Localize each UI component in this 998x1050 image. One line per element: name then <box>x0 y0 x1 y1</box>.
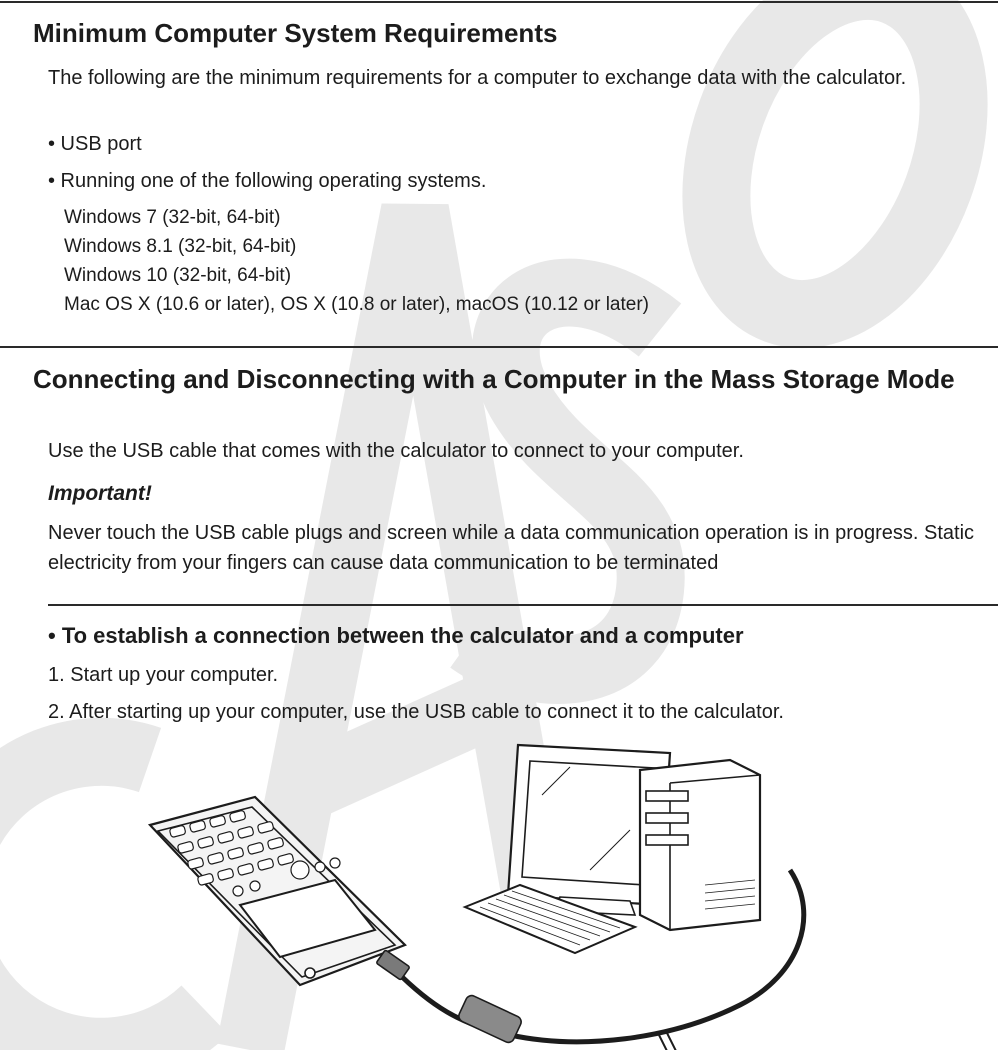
os-list <box>64 203 649 319</box>
important-text: Never touch the USB cable plugs and screen while a data communication operation is in progress. Static electricity from your fingers can cause data communication to be terminated <box>48 522 975 574</box>
section1-heading: Minimum Computer System Requirements <box>33 18 558 48</box>
procedure-title: • To establish a connection between the calculator and a computer <box>48 623 744 648</box>
os-item: Mac OS X (10.6 or later), OS X (10.8 or later), macOS (10.12 or later) <box>64 294 649 315</box>
computer-tower-icon <box>640 760 760 930</box>
calculator-icon <box>150 797 410 985</box>
procedure-step: 2. After starting up your computer, use the USB cable to connect it to the calculator. <box>48 701 784 723</box>
section2-intro: Use the USB cable that comes with the calculator to connect to your computer. <box>48 440 744 462</box>
section2-heading: Connecting and Disconnecting with a Computer in the Mass Storage Mode <box>33 364 955 394</box>
os-item: Windows 10 (32-bit, 64-bit) <box>64 265 292 286</box>
os-item: Windows 8.1 (32-bit, 64-bit) <box>64 236 297 257</box>
connection-illustration <box>130 735 830 1050</box>
important-label: Important! <box>48 482 152 505</box>
top-rule <box>0 1 998 3</box>
bullet-usb-port: • USB port <box>48 133 142 155</box>
os-item: Windows 7 (32-bit, 64-bit) <box>64 207 281 228</box>
section-divider <box>0 346 998 348</box>
procedure-step: 1. Start up your computer. <box>48 664 279 686</box>
ferrite-core-icon <box>457 994 523 1045</box>
section1-intro: The following are the minimum requirements for a computer to exchange data with the calculator. <box>48 67 907 89</box>
bullet-operating-systems: • Running one of the following operating systems. <box>48 170 487 192</box>
procedure-divider <box>48 604 998 606</box>
